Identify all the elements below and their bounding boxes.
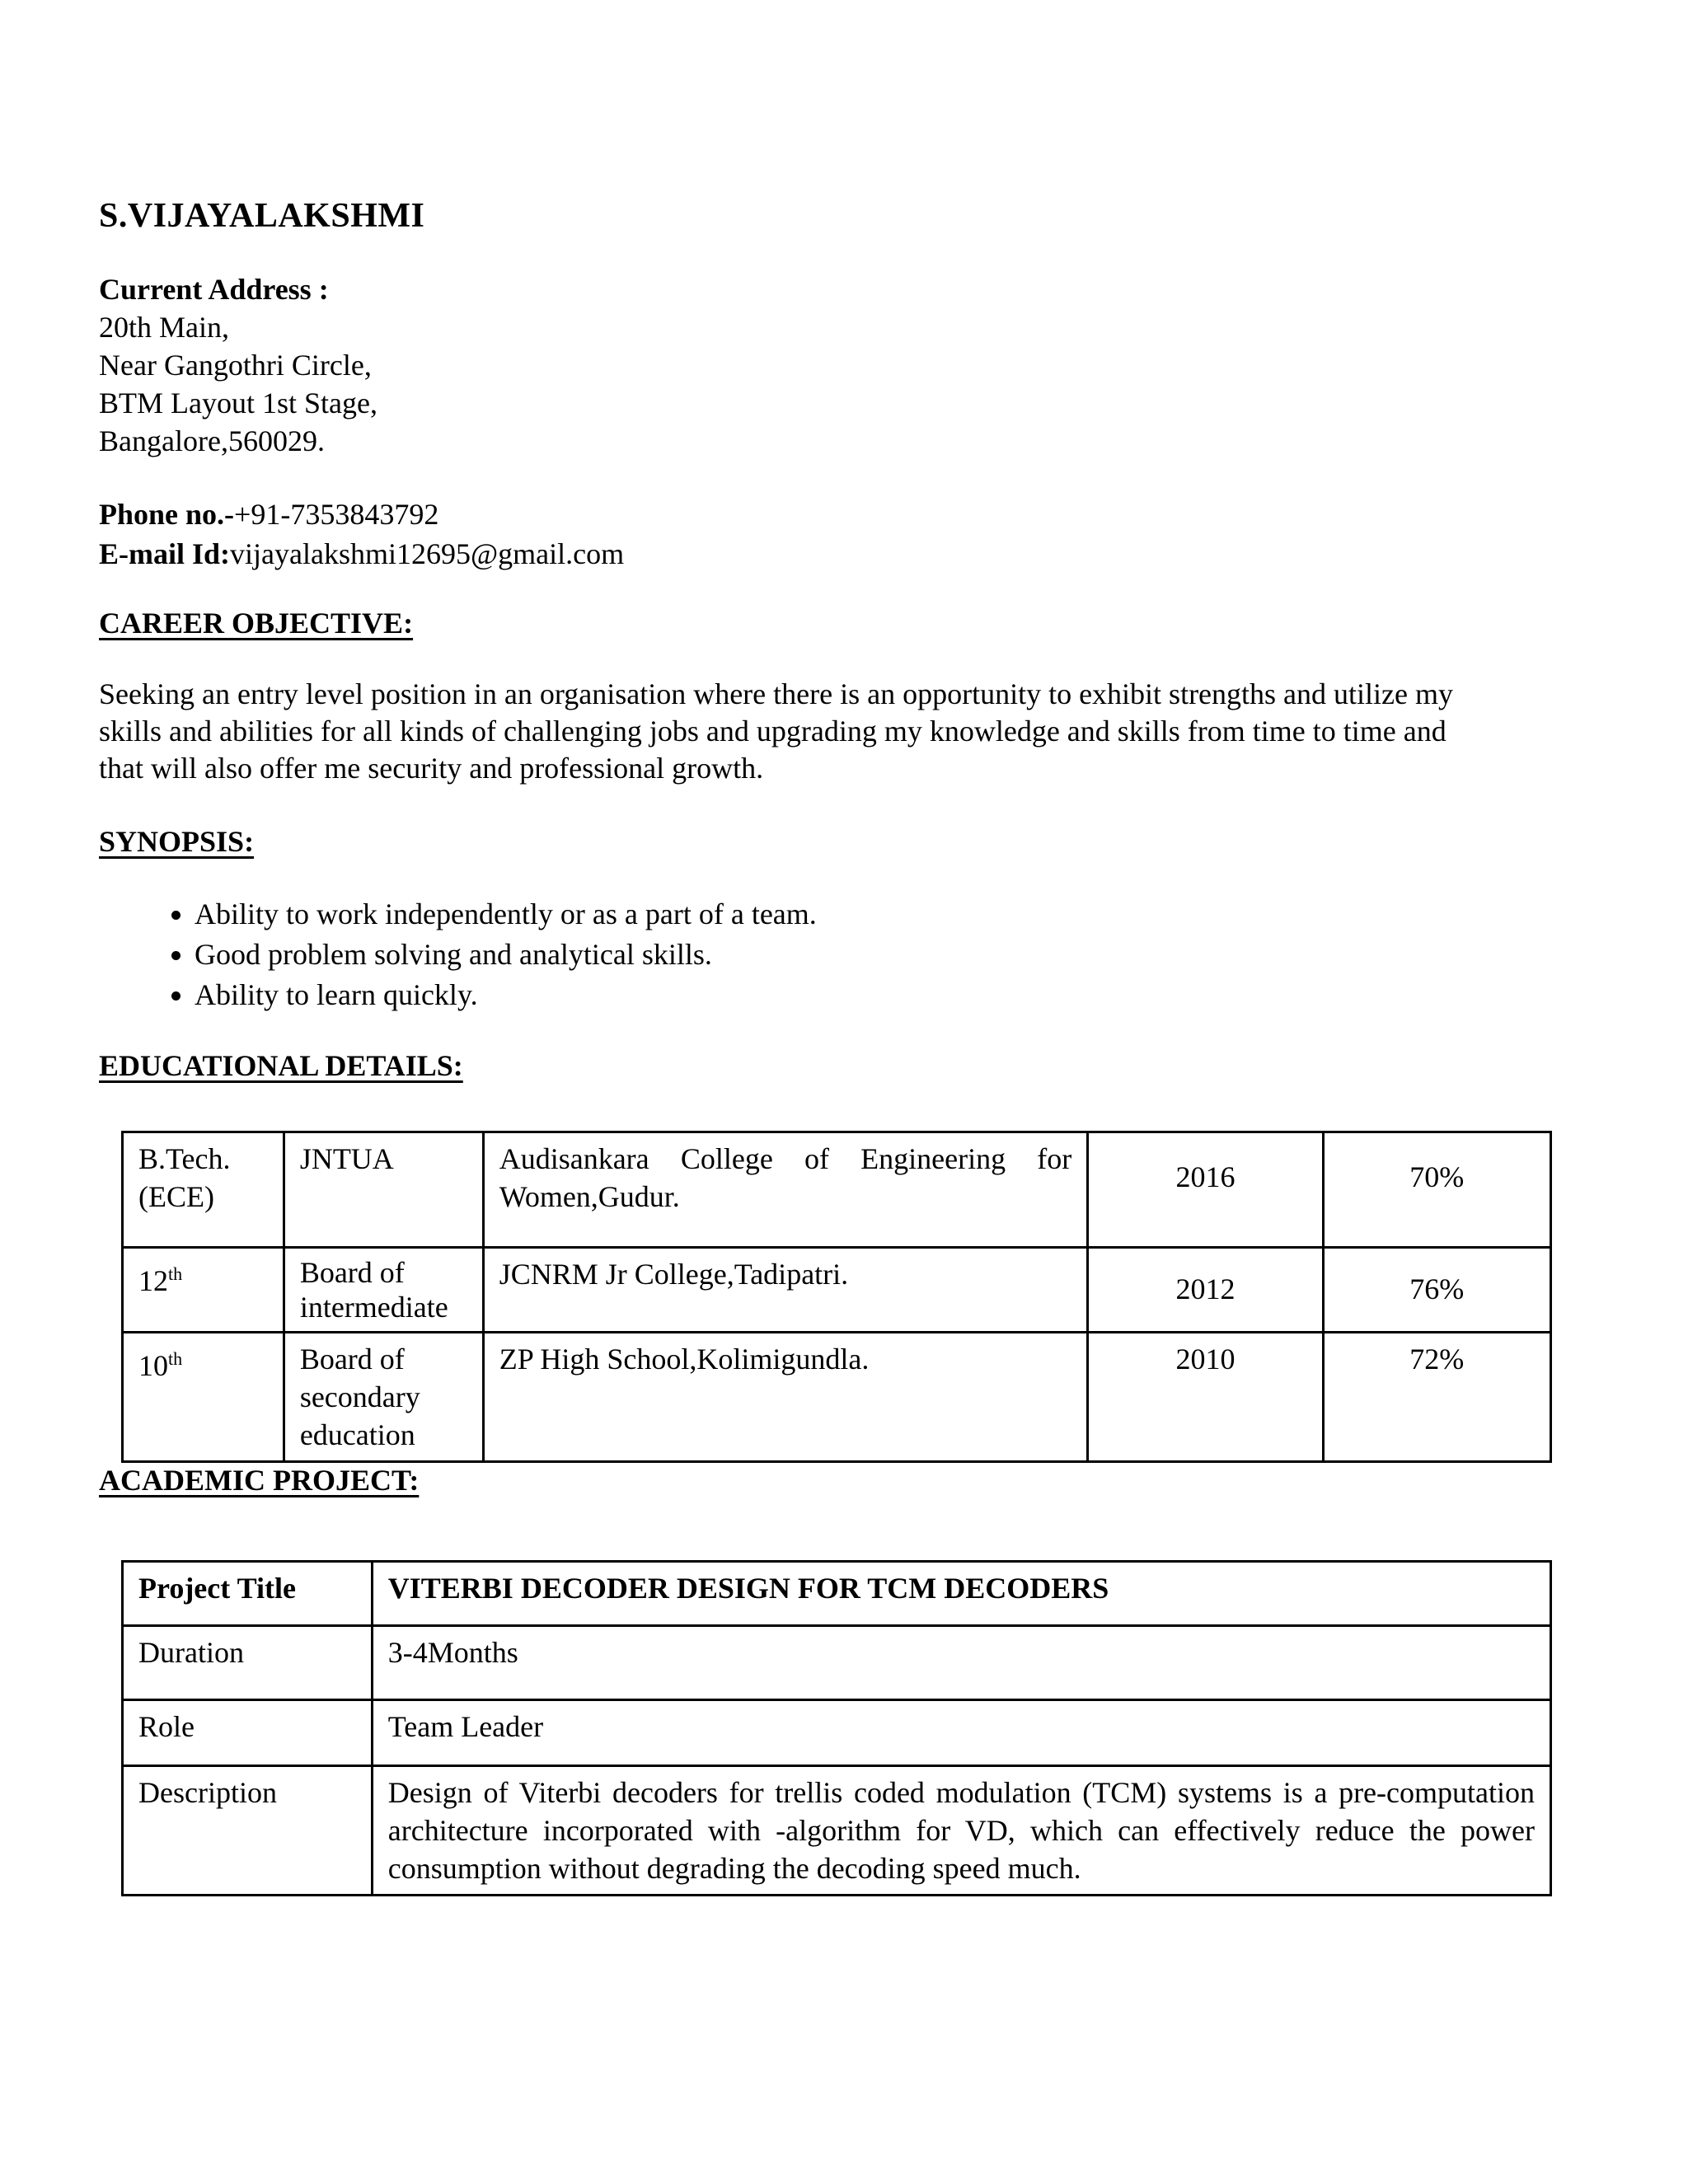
board-cell (284, 1248, 483, 1333)
score-cell (1323, 1333, 1550, 1462)
table-row (123, 1766, 1551, 1896)
board-cell (284, 1333, 483, 1462)
degree-text: 10 (138, 1349, 168, 1382)
institution-text: ZP High School,Kolimigundla. (499, 1343, 870, 1376)
year-text: 2010 (1175, 1343, 1236, 1376)
project-title-label: Project Title (123, 1562, 373, 1626)
education-heading: EDUCATIONAL DETAILS: (99, 1049, 463, 1082)
score-text: 70% (1409, 1160, 1465, 1193)
year-cell (1088, 1132, 1323, 1248)
degree-text: 12 (138, 1264, 168, 1297)
address-line: Near Gangothri Circle, (99, 349, 372, 382)
board-cell (284, 1132, 483, 1248)
synopsis-item: • Good problem solving and analytical skills. (195, 935, 817, 975)
email-value: vijayalakshmi12695@gmail.com (230, 537, 625, 570)
table-row (123, 1132, 1551, 1248)
address-line: Bangalore,560029. (99, 424, 325, 457)
year-text: 2012 (1175, 1272, 1236, 1305)
table-row (123, 1626, 1551, 1700)
degree-cell (123, 1248, 284, 1333)
degree-cell (123, 1333, 284, 1462)
degree-superscript: th (168, 1348, 183, 1369)
table-row (123, 1333, 1551, 1462)
table-row (123, 1562, 1551, 1626)
year-text: 2016 (1175, 1160, 1236, 1193)
email-label: E-mail Id: (99, 537, 231, 570)
role-label: Role (123, 1700, 373, 1766)
institution-cell (483, 1132, 1088, 1248)
synopsis-heading: SYNOPSIS: (99, 825, 255, 858)
score-cell (1323, 1248, 1550, 1333)
phone-line (99, 494, 624, 534)
degree-text: B.Tech. (ECE) (138, 1142, 231, 1213)
career-objective-heading: CAREER OBJECTIVE: (99, 607, 414, 640)
year-cell (1088, 1333, 1323, 1462)
board-text: Board of intermediate (299, 1256, 448, 1324)
synopsis-item: • Ability to work independently or as a part of a team. (195, 894, 817, 935)
phone-value: +91-7353843792 (234, 498, 439, 531)
duration-label: Duration (123, 1626, 373, 1700)
education-table (121, 1131, 1552, 1463)
email-line (99, 534, 624, 574)
institution-text: JCNRM Jr College,Tadipatri. (499, 1258, 849, 1291)
table-row (123, 1248, 1551, 1333)
score-text: 76% (1409, 1272, 1465, 1305)
project-heading: ACADEMIC PROJECT: (99, 1464, 420, 1497)
address-block (99, 270, 377, 460)
score-cell (1323, 1132, 1550, 1248)
candidate-name: S.VIJAYALAKSHMI (99, 197, 425, 235)
phone-label: Phone no.- (99, 498, 235, 531)
year-cell (1088, 1248, 1323, 1333)
contact-block (99, 494, 624, 574)
address-line: 20th Main, (99, 311, 229, 344)
board-text: JNTUA (299, 1142, 394, 1175)
address-line: BTM Layout 1st Stage, (99, 387, 377, 419)
role-value: Team Leader (372, 1700, 1550, 1766)
degree-superscript: th (168, 1263, 183, 1284)
duration-value: 3-4Months (372, 1626, 1550, 1700)
degree-cell (123, 1132, 284, 1248)
career-objective-text: Seeking an entry level position in an organisation where there is an opportunity to exhibit strengths and utilize my skills and abilities for all kinds of challenging jobs and upgrading my knowledge and skills from time to time and that will also offer me security and professional growth. (99, 677, 1453, 785)
institution-cell (483, 1248, 1088, 1333)
score-text: 72% (1409, 1343, 1465, 1376)
table-row (123, 1700, 1551, 1766)
institution-cell (483, 1333, 1088, 1462)
synopsis-item: • Ability to learn quickly. (195, 975, 817, 1015)
board-text: Board of secondary education (299, 1343, 420, 1451)
address-label: Current Address : (99, 273, 329, 306)
project-title-value: VITERBI DECODER DESIGN FOR TCM DECODERS (372, 1562, 1550, 1626)
institution-text: Audisankara College of Engineering for Women,Gudur. (499, 1142, 1072, 1213)
description-value: Design of Viterbi decoders for trellis coded modulation (TCM) systems is a pre-computation architecture incorporated with -algorithm for VD, which can effectively reduce the power consumption without degrading the decoding speed much. (372, 1766, 1550, 1896)
project-table (121, 1560, 1552, 1896)
synopsis-list (140, 894, 817, 1015)
description-label: Description (123, 1766, 373, 1896)
